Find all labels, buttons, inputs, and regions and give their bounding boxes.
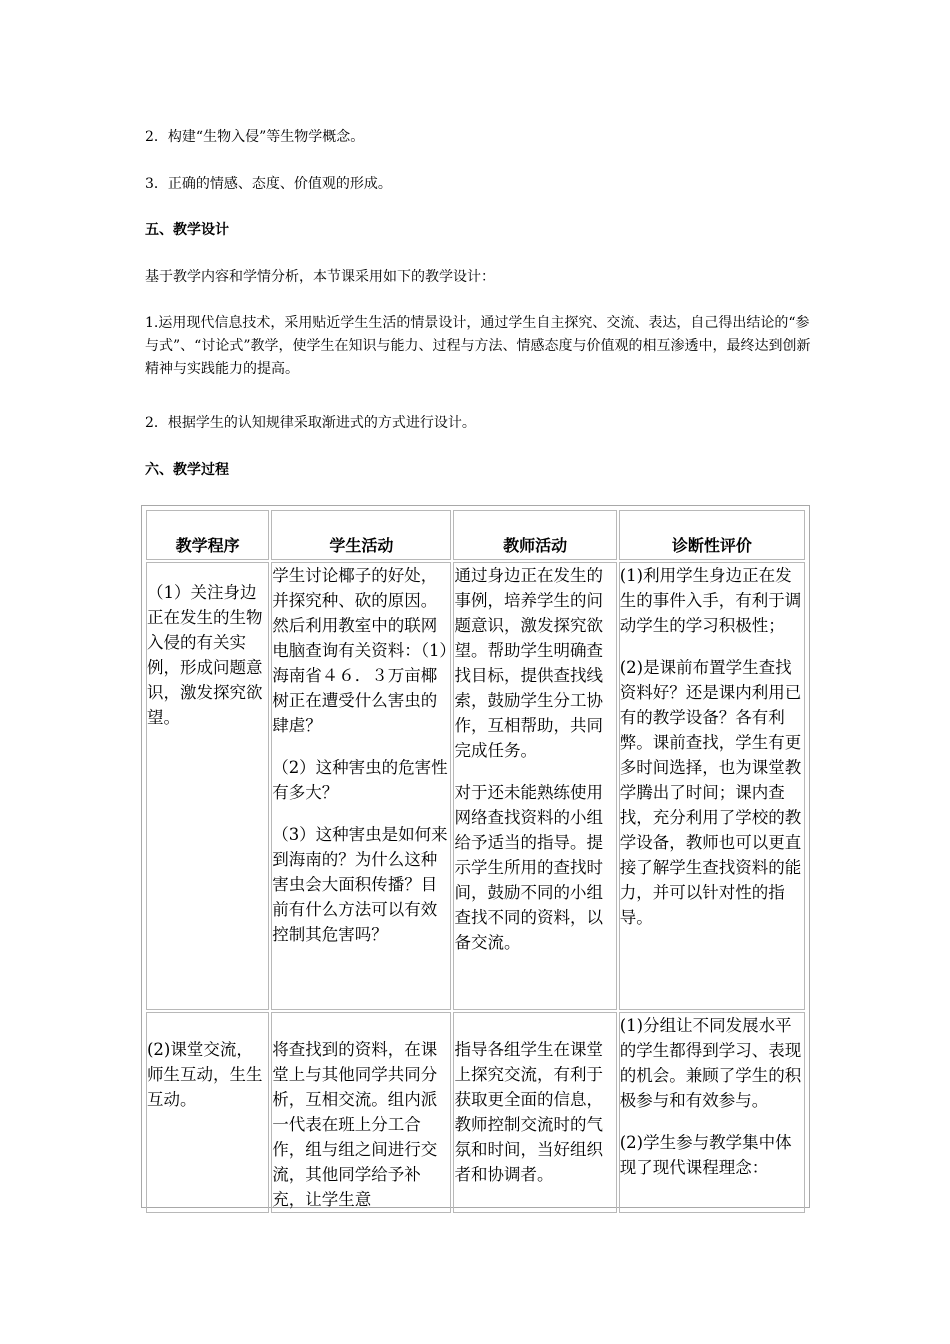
design-point-1: 1.运用现代信息技术，采用贴近学生生活的情景设计，通过学生自主探究、交流、表达，自己得出结论的“参与式”、“讨论式”教学，使学生在知识与能力、过程与方法、情感态度与价值观的相互渗透中，最终达到创新精神与实践能力的提高。: [145, 315, 811, 377]
procedure-text: (2)课堂交流，师生互动，生生互动。: [147, 1040, 263, 1109]
design-point-2: 2．根据学生的认知规律采取渐进式的方式进行设计。: [145, 415, 476, 431]
student-activity-cell: [271, 1012, 451, 1213]
student-activity-text: （3）这种害虫是如何来到海南的？为什么这种害虫会大面积传播？目前有什么方法可以有效控制其危害吗？: [272, 825, 448, 944]
evaluation-text: (2)学生参与教学集中体现了现代课程理念：: [619, 1133, 792, 1177]
table-row: [146, 562, 805, 1010]
evaluation-text: (1)利用学生身边正在发生的事件入手，有利于调动学生的学习积极性；: [619, 566, 802, 635]
teaching-process-table: [141, 505, 810, 1208]
student-activity-cell: [271, 562, 451, 1010]
section-heading-design: 五、教学设计: [145, 222, 229, 238]
header-procedure: 教学程序: [146, 510, 269, 560]
student-activity-text: 将查找到的资料，在课堂上与其他同学共同分析，互相交流。组内派一代表在班上分工合作，组与组之间进行交流，其他同学给予补充，让学生意: [272, 1040, 438, 1209]
objective-2: 2．构建“生物入侵”等生物学概念。: [145, 129, 365, 145]
section-heading-process: 六、教学过程: [145, 462, 229, 478]
header-teacher-activity: 教师活动: [453, 510, 616, 560]
teacher-activity-cell: [453, 1012, 616, 1213]
header-evaluation: 诊断性评价: [619, 510, 805, 560]
table-row: [146, 1012, 805, 1213]
evaluation-text: (1)分组让不同发展水平的学生都得到学习、表现的机会。兼顾了学生的积极参与和有效参与。: [619, 1016, 802, 1110]
procedure-text: （1）关注身边正在发生的生物入侵的有关实例，形成问题意识，激发探究欲望。: [147, 583, 263, 727]
procedure-cell: [146, 1012, 269, 1213]
evaluation-cell: [619, 562, 805, 1010]
student-activity-text: （2）这种害虫的危害性有多大？: [272, 758, 448, 802]
teacher-activity-text: 通过身边正在发生的事例，培养学生的问题意识，激发探究欲望。帮助学生明确查找目标，提供查找线索，鼓励学生分工协作，互相帮助，共同完成任务。: [454, 566, 603, 760]
evaluation-cell: [619, 1012, 805, 1213]
table-header-row: [146, 510, 805, 560]
evaluation-text: (2)是课前布置学生查找资料好？还是课内利用已有的教学设备？各有利弊。课前查找，学生有更多时间选择，也为课堂教学腾出了时间；课内查找，充分利用了学校的教学设备，教师也可以更直接了解学生查找资料的能力，并可以针对性的指导。: [619, 658, 802, 927]
student-activity-text: 学生讨论椰子的好处，并探究种、砍的原因。然后利用教室中的联网电脑查询有关资料：（1）海南省４６．３万亩椰树正在遭受什么害虫的肆虐？: [272, 566, 448, 735]
procedure-cell: [146, 562, 269, 1010]
teacher-activity-cell: [453, 562, 616, 1010]
teacher-activity-text: 对于还未能熟练使用网络查找资料的小组给予适当的指导。提示学生所用的查找时间，鼓励不同的小组查找不同的资料，以备交流。: [454, 783, 603, 952]
objective-3: 3．正确的情感、态度、价值观的形成。: [145, 176, 392, 192]
teacher-activity-text: 指导各组学生在课堂上探究交流，有利于获取更全面的信息，教师控制交流时的气氛和时间，当好组织者和协调者。: [454, 1040, 603, 1184]
design-intro: 基于教学内容和学情分析，本节课采用如下的教学设计：: [145, 269, 495, 285]
header-student-activity: 学生活动: [271, 510, 451, 560]
